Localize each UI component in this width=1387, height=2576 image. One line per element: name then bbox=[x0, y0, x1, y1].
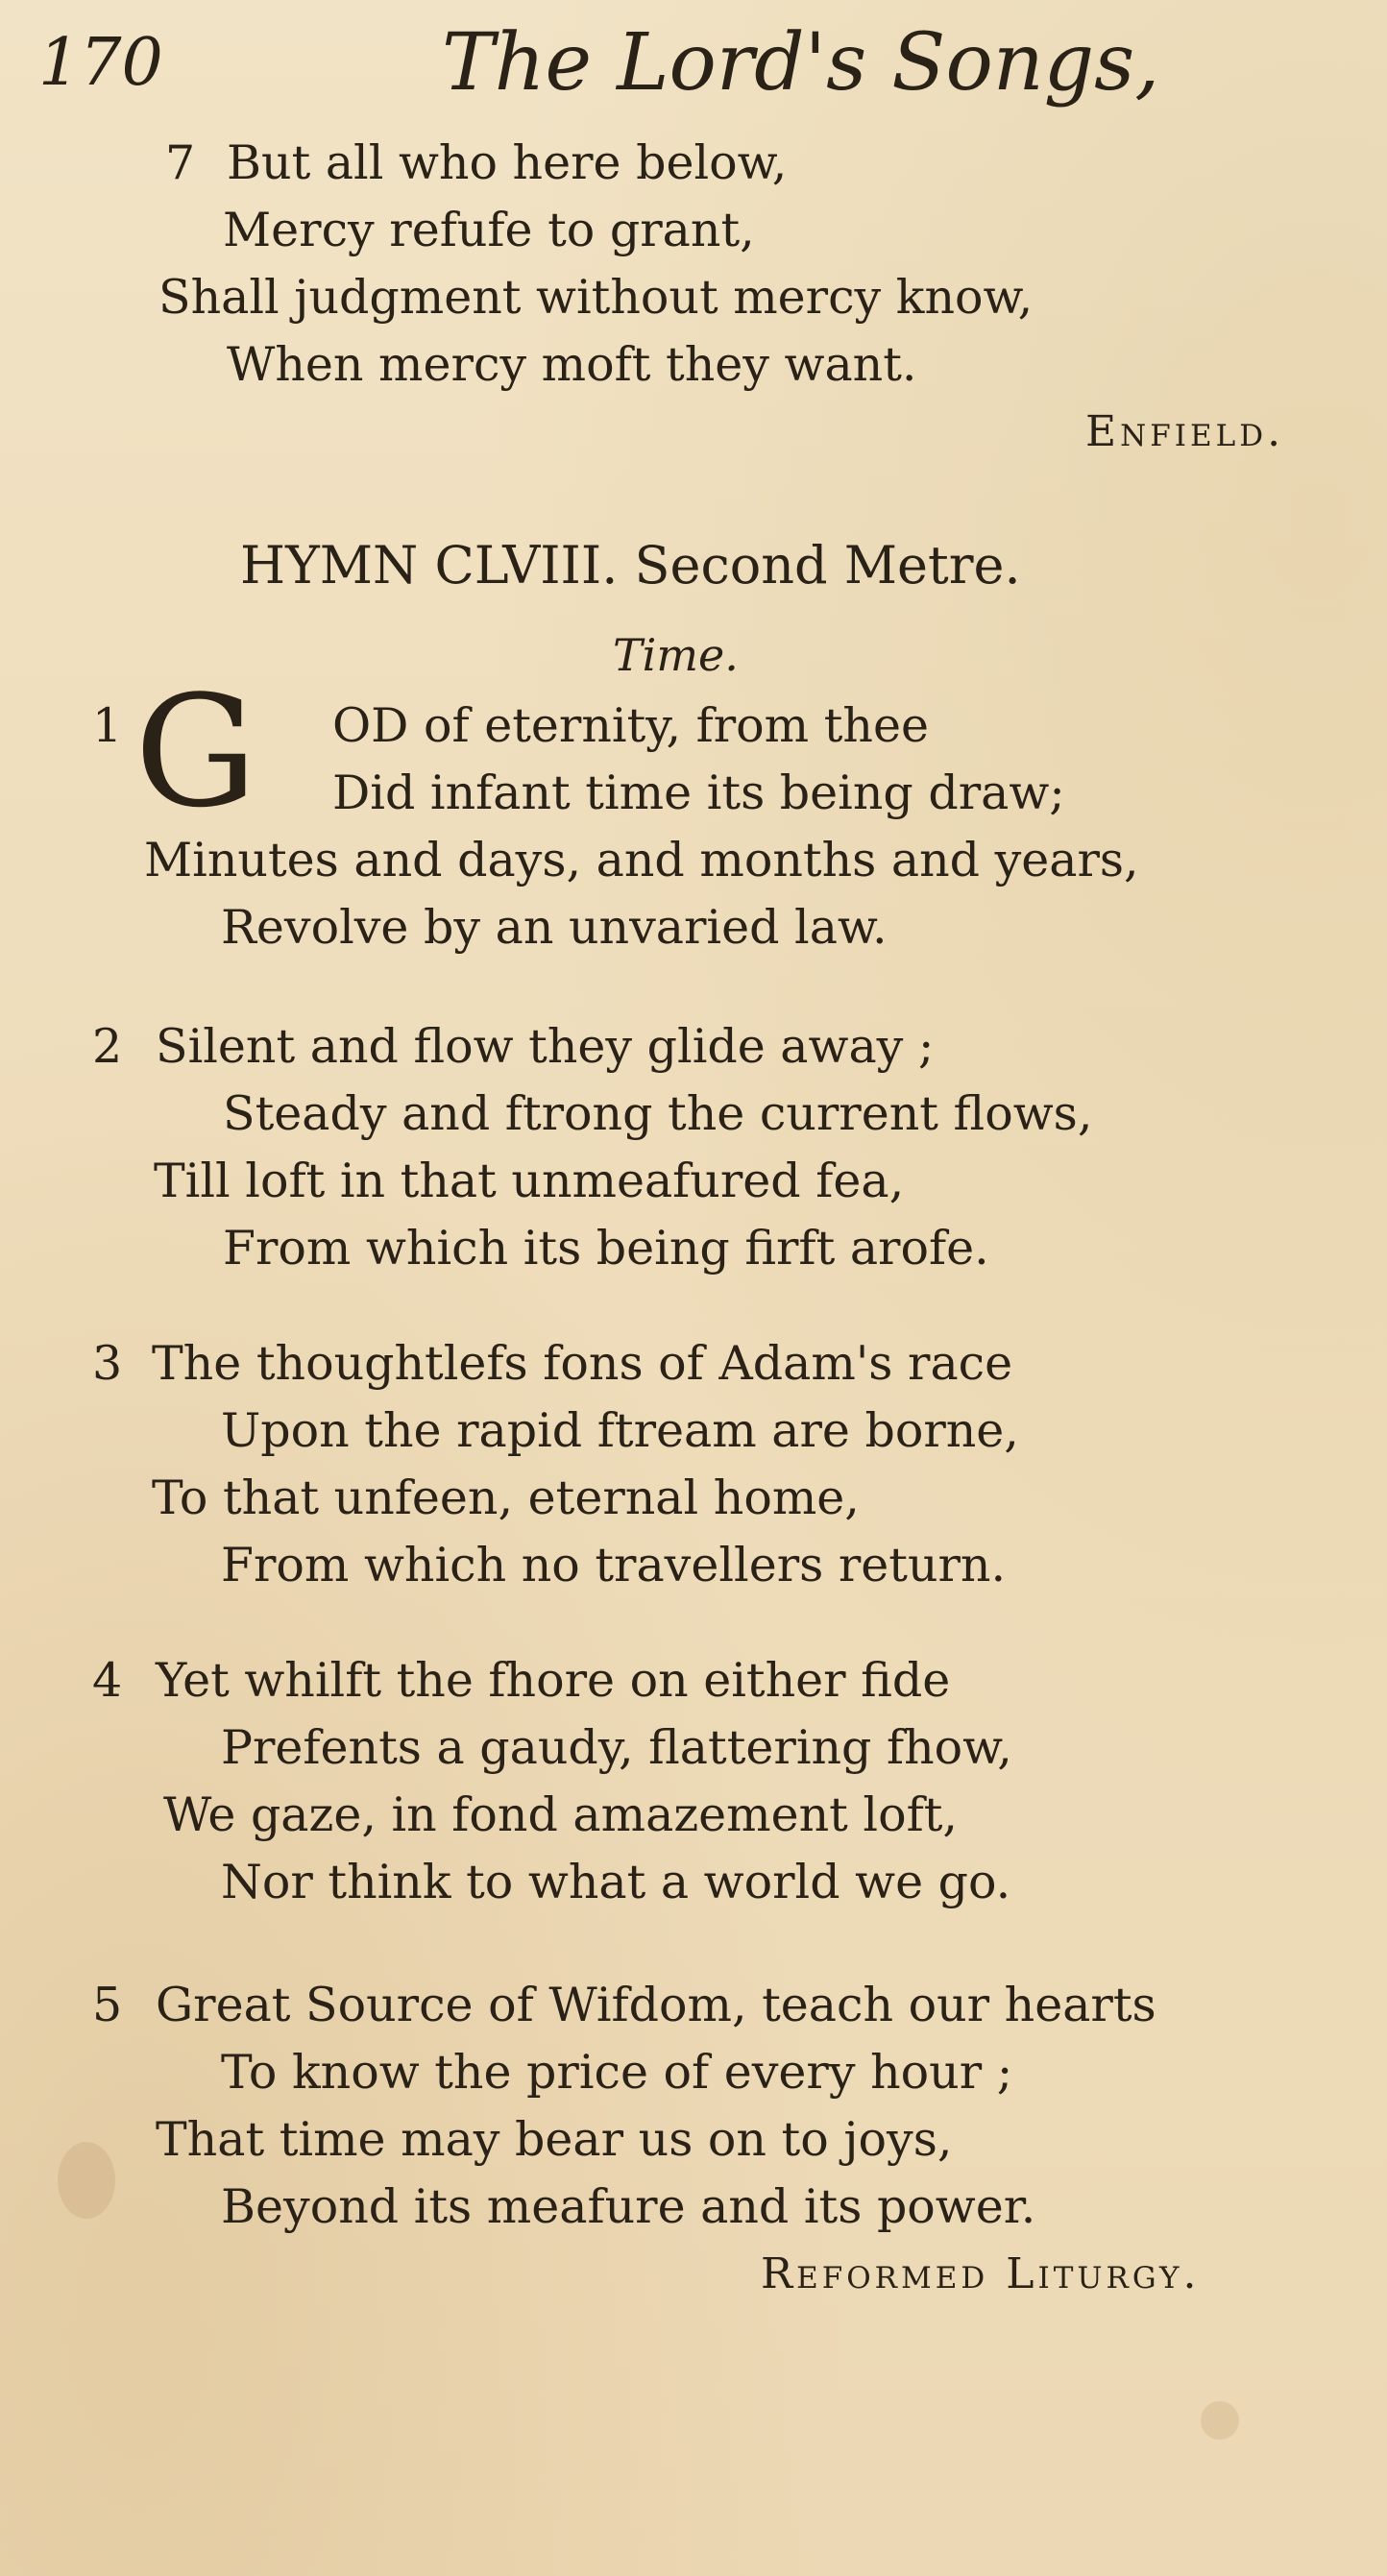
verse-line: From which its being firft arofe. bbox=[223, 1221, 989, 1276]
verse-number: 7 bbox=[165, 135, 196, 190]
verse-line: Great Source of Wifdom, teach our hearts bbox=[156, 1978, 1156, 2032]
verse-line: To that unfeen, eternal home, bbox=[152, 1470, 860, 1525]
verse-number: 3 bbox=[92, 1336, 123, 1391]
verse-line: Did infant time its being draw; bbox=[332, 766, 1065, 820]
verse-line: Yet whilft the fhore on either fide bbox=[156, 1653, 951, 1708]
hymn-title: HYMN CLVIII. Second Metre. bbox=[240, 535, 1021, 595]
verse-line: Silent and flow they glide away ; bbox=[156, 1019, 935, 1074]
paper-stain bbox=[58, 2142, 115, 2219]
verse-line: To know the price of every hour ; bbox=[221, 2045, 1013, 2100]
attribution: Reformed Liturgy. bbox=[761, 2249, 1201, 2298]
attribution: Enfield. bbox=[1085, 407, 1285, 456]
verse-line: The thoughtlefs fons of Adam's race bbox=[152, 1336, 1013, 1391]
hymn-subject: Time. bbox=[613, 629, 739, 681]
verse-line: Beyond its meafure and its power. bbox=[221, 2179, 1036, 2234]
verse-line: OD of eternity, from thee bbox=[332, 698, 929, 753]
verse-line: We gaze, in fond amazement loft, bbox=[163, 1787, 958, 1842]
verse-line: Shall judgment without mercy know, bbox=[158, 270, 1034, 325]
verse-number: 4 bbox=[92, 1653, 123, 1708]
verse-number: 5 bbox=[92, 1978, 123, 2032]
verse-line: Upon the rapid ftream are borne, bbox=[221, 1403, 1019, 1458]
verse-line: Minutes and days, and months and years, bbox=[144, 833, 1139, 887]
verse-line: Steady and ftrong the current flows, bbox=[223, 1086, 1093, 1141]
verse-line: Prefents a gaudy, flattering fhow, bbox=[221, 1720, 1012, 1775]
page-number: 170 bbox=[38, 25, 163, 101]
verse-line: Revolve by an unvaried law. bbox=[221, 900, 888, 955]
drop-capital: G bbox=[134, 662, 257, 841]
verse-line: Mercy refufe to grant, bbox=[223, 203, 755, 257]
page-header bbox=[0, 8, 1387, 113]
paper-stain bbox=[1201, 2401, 1239, 2440]
verse-number: 2 bbox=[92, 1019, 123, 1074]
verse-number: 1 bbox=[92, 698, 123, 753]
verse-line: From which no travellers return. bbox=[221, 1538, 1007, 1592]
running-head: The Lord's Songs, bbox=[442, 17, 1160, 109]
verse-line: When mercy moft they want. bbox=[227, 337, 917, 392]
verse-line: But all who here below, bbox=[227, 135, 788, 190]
verse-line: Nor think to what a world we go. bbox=[221, 1855, 1011, 1909]
verse-line: That time may bear us on to joys, bbox=[156, 2112, 953, 2167]
verse-line: Till loft in that unmeafured fea, bbox=[154, 1154, 905, 1208]
